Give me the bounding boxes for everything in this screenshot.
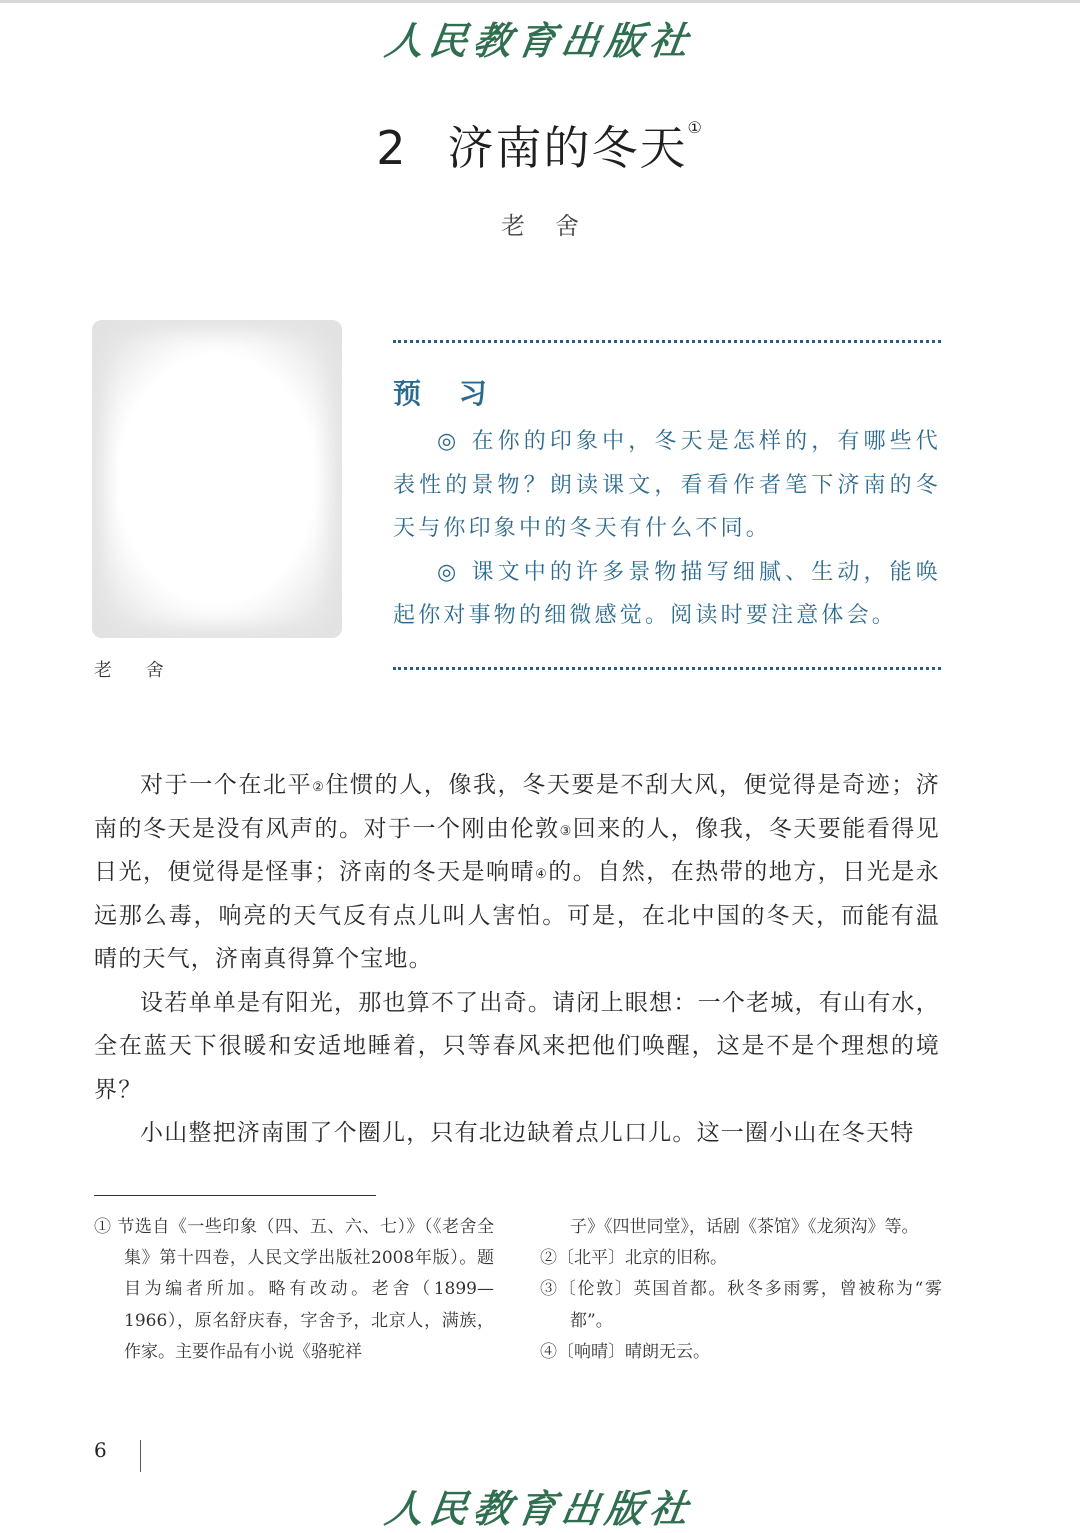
author-name: 老舍 <box>501 212 609 240</box>
preview-bottom-divider <box>393 667 941 670</box>
footnote-3: ③〔伦敦〕英国首都。秋冬多雨雾，曾被称为“雾都”。 <box>540 1279 942 1331</box>
portrait-caption: 老 舍 <box>94 660 178 681</box>
footnote-mark-3: ③ <box>559 823 573 839</box>
paragraph-1-part-c: 回来的人，像我，冬天要能看得见日光，便觉得是怪事；济南的冬天是响晴 <box>94 815 941 885</box>
lesson-title-text: 济南的冬天 <box>447 121 688 175</box>
preview-text <box>393 420 941 638</box>
paragraph-1-part-b: 住惯的人，像我，冬天要是不刮大风，便觉得是奇迹；济南的冬天是没有风声的。对于一个刚由伦敦 <box>94 772 941 842</box>
preview-heading: 预 习 <box>393 377 501 410</box>
lesson-number: 2 <box>376 121 408 175</box>
footnote-2: ②〔北平〕北京的旧称。 <box>540 1248 727 1269</box>
footnote-divider <box>94 1195 376 1196</box>
publisher-logo-bottom: 人民教育出版社 <box>382 1486 697 1531</box>
page-number-bar <box>140 1440 141 1472</box>
preview-box <box>393 340 941 670</box>
paragraph-1-part-a: 对于一个在北平 <box>140 772 313 798</box>
footnote-mark-2: ② <box>312 780 326 795</box>
top-edge-rule <box>0 0 1080 3</box>
footnote-4: ④〔响晴〕晴朗无云。 <box>540 1341 710 1362</box>
publisher-logo-top: 人民教育出版社 <box>382 18 697 63</box>
preview-item-2: ◎ 课文中的许多景物描写细腻、生动，能唤起你对事物的细微感觉。阅读时要注意体会。 <box>393 559 941 628</box>
paragraph-3: 小山整把济南围了个圈儿，只有北边缺着点儿口儿。这一圈小山在冬天特 <box>140 1120 915 1146</box>
paragraph-2: 设若单单是有阳光，那也算不了出奇。请闭上眼想：一个老城，有山有水，全在蓝天下很暖和安适地睡着，只等春风来把他们唤醒，这是不是个理想的境界？ <box>94 989 940 1103</box>
author-portrait <box>92 320 342 638</box>
preview-top-divider <box>393 340 941 343</box>
footnote-1-continued: 子》《四世同堂》，话剧《茶馆》《龙须沟》等。 <box>570 1217 919 1237</box>
paragraph-1 <box>94 764 940 982</box>
lesson-title <box>0 112 1080 178</box>
title-footnote-mark: ① <box>687 118 704 137</box>
footnotes-right-column <box>540 1212 942 1368</box>
paragraph-1-part-d: 的。自然，在热带的地方，日光是永远那么毒，响亮的天气反有点儿叫人害怕。可是，在北中国的冬天，而能有温晴的天气，济南真得算个宝地。 <box>94 859 941 972</box>
page-number: 6 <box>94 1438 107 1462</box>
footnotes-left-column <box>94 1212 494 1368</box>
main-text <box>94 764 940 1156</box>
footnote-1: ① 节选自《一些印象（四、五、六、七）》（《老舍全集》第十四卷，人民文学出版社2008年版）。题目为编者所加。略有改动。老舍（1899—1966），原名舒庆春，字舍予，北京人，满族，作家。主要作品有小说《骆驼祥 <box>94 1217 494 1362</box>
footnote-mark-4: ④ <box>535 867 549 882</box>
preview-item-1: ◎ 在你的印象中，冬天是怎样的，有哪些代表性的景物？朗读课文，看看作者笔下济南的冬天与你印象中的冬天有什么不同。 <box>393 429 941 541</box>
